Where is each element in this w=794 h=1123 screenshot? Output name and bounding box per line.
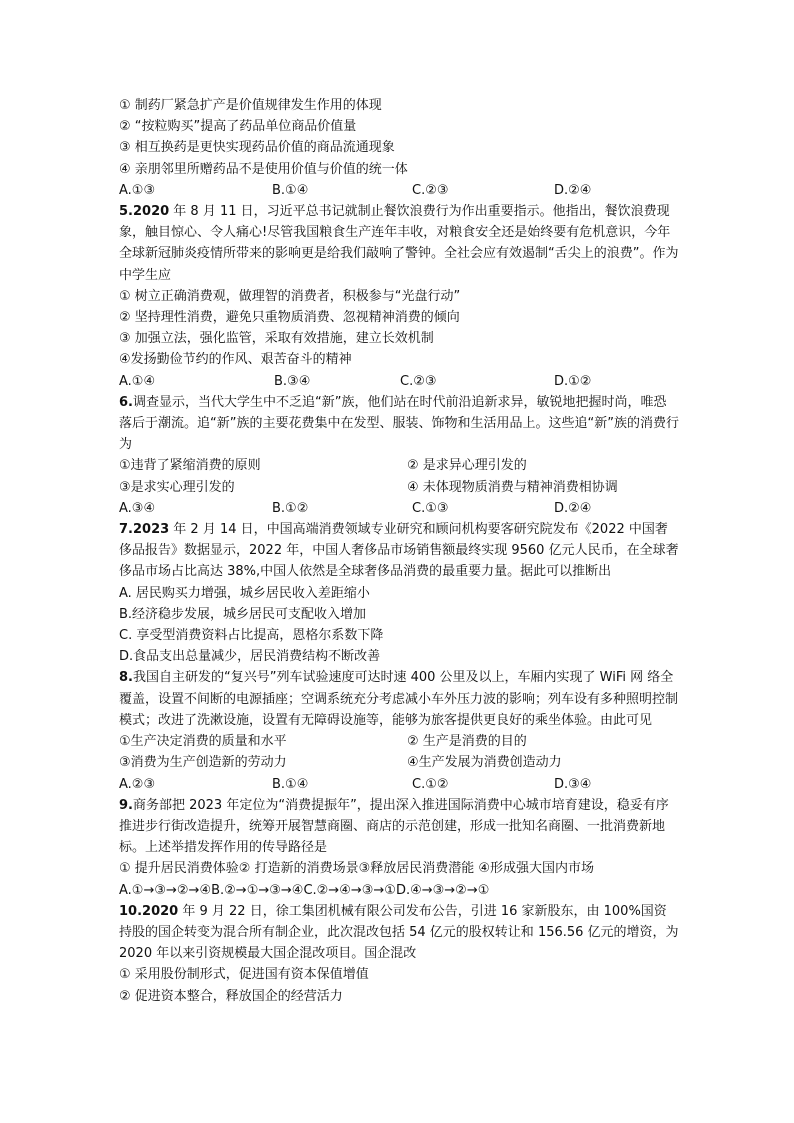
q8-item-1: ①生产决定消费的质量和水平 <box>119 734 287 750</box>
q6-options <box>119 498 679 519</box>
q6-stem <box>119 392 679 456</box>
q5-number: 5.2020 <box>119 204 170 220</box>
q5-option-b[interactable]: B.③④ <box>274 373 311 389</box>
q8-text: 我国自主研发的“复兴号”列车试验速度可达时速 400 公里及以上，车厢内实现了 WiFi 网 络全覆盖，设置不间断的电源插座；空调系统充分考虑减小车外压力波的影响；列车设有多种照明控制模式；改进了洗漱设施，设置有无障碍设施等，能够为旅客提供更良好的乘坐体验。由此可见 <box>119 670 679 728</box>
q7-option-d[interactable]: D.食品支出总量减少，居民消费结构不断改善 <box>119 649 381 665</box>
q10-item-1: ① 采用股份制形式，促进国有资本保值增值 <box>119 967 369 983</box>
q8-item-2: ② 生产是消费的目的 <box>407 734 527 750</box>
q8-items-row-2 <box>119 752 679 773</box>
q6-items-row-2 <box>119 477 679 498</box>
q5-item-3: ③ 加强立法，强化监管，采取有效措施，建立长效机制 <box>119 331 434 347</box>
q6-item-4: ④ 未体现物质消费与精神消费相协调 <box>407 479 618 495</box>
q5-item-1: ① 树立正确消费观，做理智的消费者，积极参与“光盘行动” <box>119 288 461 304</box>
q5-item-2: ② 坚持理性消费，避免只重物质消费、忽视精神消费的倾向 <box>119 310 460 326</box>
q8-item-3: ③消费为生产创造新的劳动力 <box>119 755 287 771</box>
q6-option-b[interactable]: B.①② <box>272 500 309 516</box>
q5-option-d[interactable]: D.①② <box>554 373 592 389</box>
q6-option-d[interactable]: D.②④ <box>554 500 592 516</box>
q6-text: 调查显示，当代大学生中不乏追“新”族，他们站在时代前沿追新求异，敏锐地把握时尚，唯恐落后于潮流。追“新”族的主要花费集中在发型、服装、饰物和生活用品上。这些追“新”族的消费行为 <box>119 394 679 453</box>
q5-item-4: ④发扬勤俭节约的作风、艰苦奋斗的精神 <box>119 352 352 368</box>
q8-option-d[interactable]: D.③④ <box>554 776 592 792</box>
q6-item-2: ② 是求异心理引发的 <box>407 458 527 474</box>
q6-number: 6. <box>119 394 133 410</box>
q4-options <box>119 180 679 201</box>
q4-option-d[interactable]: D.②④ <box>554 182 592 198</box>
q7-option-c[interactable]: C. 享受型消费资料占比提高，恩格尔系数下降 <box>119 628 384 644</box>
q4-item-1: ① 制药厂紧急扩产是价值规律发生作用的体现 <box>119 98 382 113</box>
q10-number: 10.2020 <box>119 903 179 919</box>
q6-item-1: ①违背了紧缩消费的原则 <box>119 458 261 474</box>
q6-option-a[interactable]: A.③④ <box>119 500 156 516</box>
q4-item-2: ② “按粒购买”提高了药品单位商品价值量 <box>119 119 357 135</box>
q5-stem <box>119 201 679 286</box>
q9-items: ① 提升居民消费体验② 打造新的消费场景③释放居民消费潜能 ④形成强大国内市场 <box>119 861 595 877</box>
q4-item-4: ④ 亲朋邻里所赠药品不是使用价值与价值的统一体 <box>119 161 408 177</box>
q5-options <box>119 371 679 392</box>
q7-stem <box>119 519 679 583</box>
q8-option-c[interactable]: C.①② <box>412 776 449 792</box>
q4-item-3: ③ 相互换药是更快实现药品价值的商品流通现象 <box>119 140 395 156</box>
exam-page <box>119 95 679 1007</box>
q6-option-c[interactable]: C.①③ <box>412 500 449 516</box>
q4-option-a[interactable]: A.①③ <box>119 182 156 198</box>
q9-text: 商务部把 2023 年定位为“消费提振年”，提出深入推进国际消费中心城市培育建设，稳妥有序推进步行街改造提升，统筹开展智慧商圈、商店的示范创建，形成一批知名商圈、一批消费新地标。上述举措发挥作用的传导路径是 <box>119 797 669 856</box>
q9-options[interactable]: A.①→③→②→④B.②→①→③→④C.②→④→③→①D.④→③→②→① <box>119 882 490 898</box>
q7-option-a[interactable]: A. 居民购买力增强，城乡居民收入差距缩小 <box>119 585 370 601</box>
q5-option-c[interactable]: C.②③ <box>400 373 437 389</box>
q5-text: 年 8 月 11 日，习近平总书记就制止餐饮浪费行为作出重要指示。他指出，餐饮浪费现象，触目惊心、令人痛心!尽管我国粮食生产连年丰收，对粮食安全还是始终要有危机意识，今年全球新冠肺炎疫情所带来的影响更是给我们敲响了警钟。全社会应有效遏制“舌尖上的浪费”。作为中学生应 <box>119 204 679 283</box>
q7-option-b[interactable]: B.经济稳步发展，城乡居民可支配收入增加 <box>119 606 367 622</box>
q10-text: 年 9 月 22 日，徐工集团机械有限公司发布公告，引进 16 家新股东，由 100%国资持股的国企转变为混合所有制企业，此次混改包括 54 亿元的股权转让和 156.56 亿元的增资，为 2020 年以来引资规模最大国企混改项目。国企混改 <box>119 903 679 962</box>
q7-number: 7.2023 <box>119 522 170 538</box>
q4-option-c[interactable]: C.②③ <box>412 182 449 198</box>
q9-number: 9. <box>119 797 133 813</box>
q9-stem <box>119 795 679 859</box>
q8-stem <box>119 667 679 731</box>
q5-option-a[interactable]: A.①④ <box>119 373 156 389</box>
q8-option-a[interactable]: A.②③ <box>119 776 156 792</box>
q8-items-row-1 <box>119 731 679 752</box>
q4-items <box>119 95 679 180</box>
q8-option-b[interactable]: B.①④ <box>272 776 309 792</box>
q8-item-4: ④生产发展为消费创造动力 <box>407 755 562 771</box>
q6-items-row-1 <box>119 455 679 476</box>
q7-text: 年 2 月 14 日，中国高端消费领域专业研究和顾问机构要客研究院发布《2022 中国奢侈品报告》数据显示，2022 年，中国人奢侈品市场销售额最终实现 9560 亿元人民币，在全球奢侈品市场占比高达 38%,中国人依然是全球奢侈品消费的最重要力量。据此可以推断出 <box>119 522 679 580</box>
q8-number: 8. <box>119 670 133 686</box>
q4-option-b[interactable]: B.①④ <box>272 182 309 198</box>
q10-stem <box>119 901 679 965</box>
q8-options <box>119 774 679 795</box>
q10-item-2: ② 促进资本整合，释放国企的经营活力 <box>119 988 343 1004</box>
q6-item-3: ③是求实心理引发的 <box>119 479 235 495</box>
